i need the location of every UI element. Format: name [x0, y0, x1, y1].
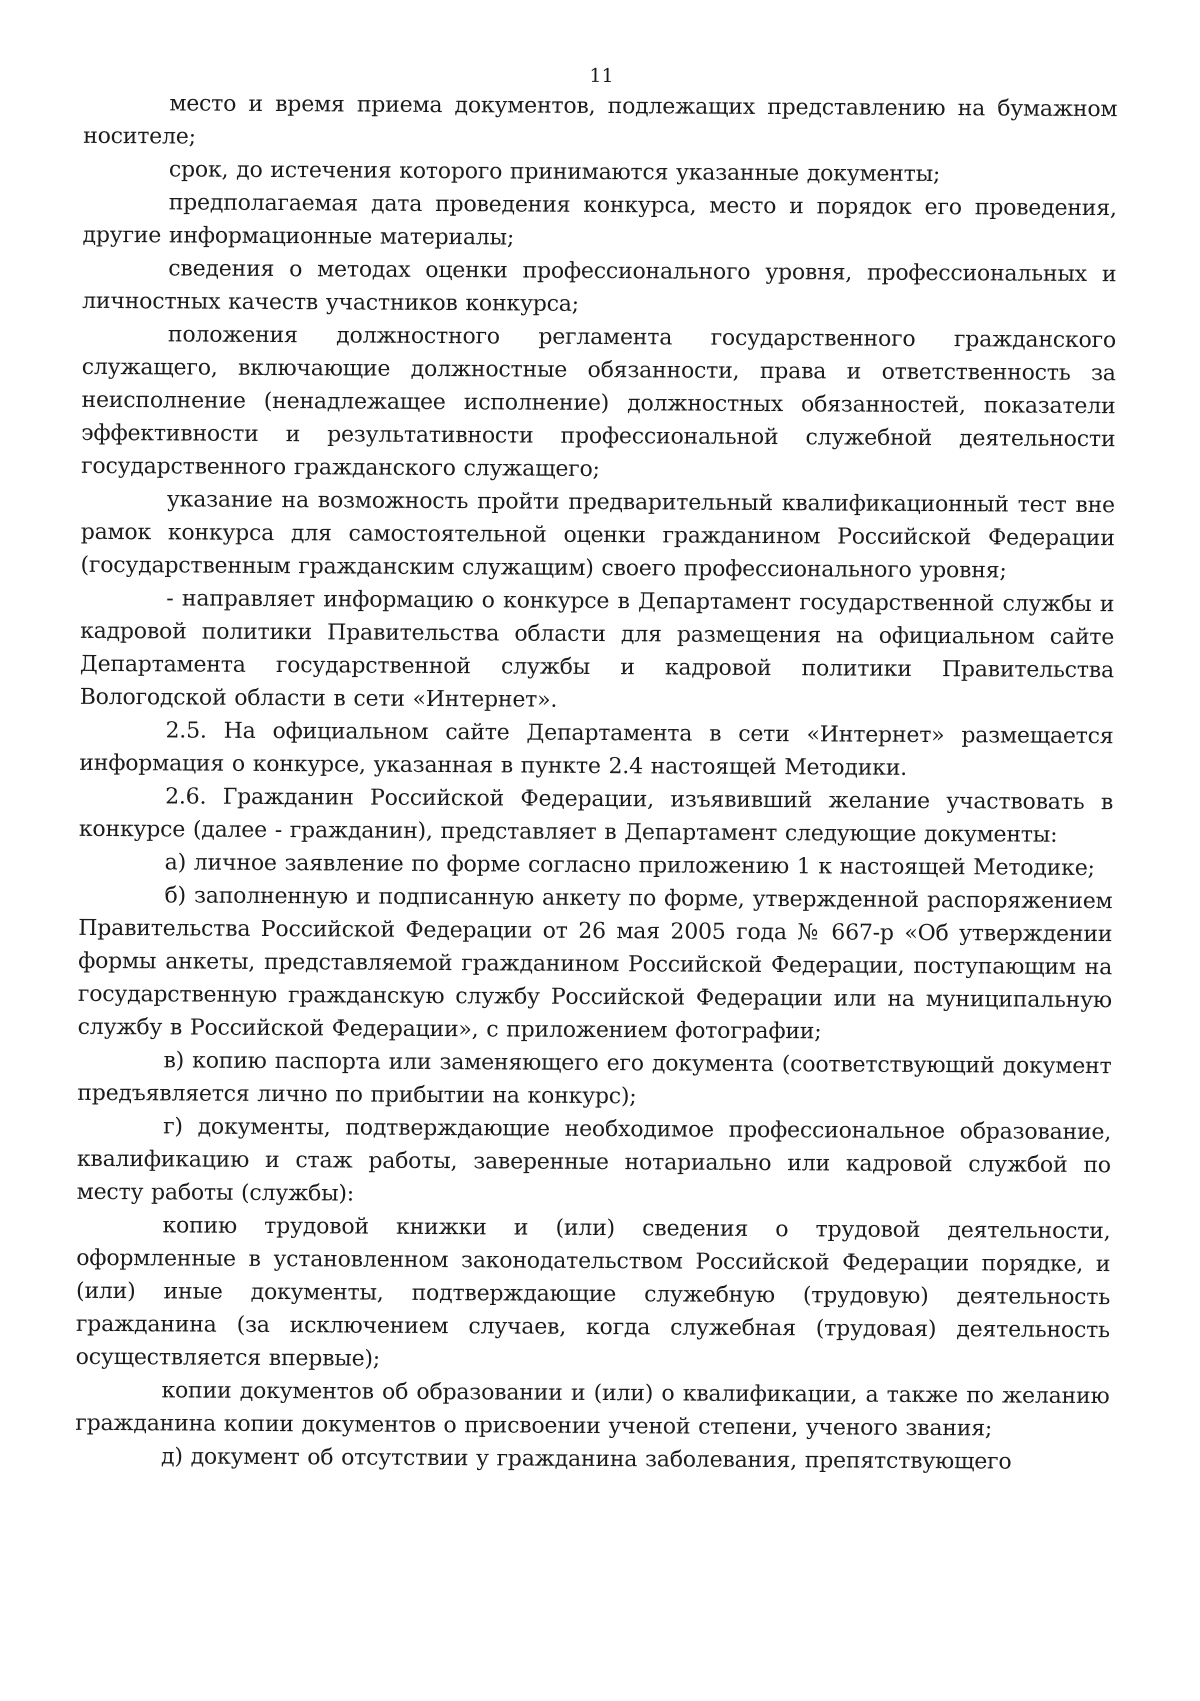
- page-number: 11: [589, 64, 614, 88]
- paragraph-clause-2-5: 2.5. На официальном сайте Департамента в сети «Интернет» размещается информация о конкурсе, указанная в пункте 2.4 настоящей Методики.: [79, 718, 1114, 781]
- paragraph-qualification-test: указание на возможность пройти предварительный квалификационный тест вне рамок конкурса для самостоятельной оценки гражданином Российской Федерации (государственным гражданским служащим) своего профессионального уровня;: [80, 487, 1115, 584]
- paragraph-clause-2-6: 2.6. Гражданин Российской Федерации, изъявивший желание участвовать в конкурсе (далее - гражданин), представляет в Департамент следующие документы:: [78, 784, 1114, 848]
- paragraph-contest-date: предполагаемая дата проведения конкурса, место и порядок его проведения, другие информационные материалы;: [82, 190, 1117, 251]
- paragraph-item-v: в) копию паспорта или заменяющего его документа (соответствующий документ предъявляется лично по прибытии на конкурс);: [77, 1048, 1112, 1110]
- paragraph-evaluation-methods: сведения о методах оценки профессионального уровня, профессиональных и личностных качеств участников конкурса;: [82, 256, 1117, 317]
- paragraph-education-documents: копии документов об образовании и (или) о квалификации, а также по желанию гражданина копии документов о присвоении ученой степени, ученого звания;: [75, 1378, 1110, 1442]
- paragraph-item-a: а) личное заявление по форме согласно приложению 1 к настоящей Методике;: [164, 850, 1095, 882]
- paragraph-document-deadline: срок, до истечения которого принимаются указанные документы;: [168, 157, 941, 188]
- paragraph-job-regulations: положения должностного регламента государственного гражданского служащего, включающие должностные обязанности, права и ответственность за неисполнение (ненадлежащее исполнение) должностных обязанностей, показатели эффективности и результативности профессиональной служебной деятельности государственного гражданского служащего;: [81, 322, 1117, 483]
- paragraph-work-book: копию трудовой книжки и (или) сведения о трудовой деятельности, оформленные в установленном законодательством Российской Федерации порядке, и (или) иные документы, подтверждающие служебную (трудовую) деятельность гражданина (за исключением случаев, когда служебная (трудовая) деятельность осуществляется впервые);: [75, 1213, 1111, 1372]
- paragraph-document-place-time: место и время приема документов, подлежащих представлению на бумажном носителе;: [83, 91, 1118, 150]
- paragraph-item-g: г) документы, подтверждающие необходимое профессиональное образование, квалификацию и стаж работы, заверенные нотариально или кадровой службой по месту работы (службы):: [76, 1114, 1112, 1207]
- paragraph-item-d: д) документ об отсутствии у гражданина заболевания, препятствующего: [161, 1444, 1012, 1475]
- paragraph-item-b: б) заполненную и подписанную анкету по форме, утвержденной распоряжением Правительства Российской Федерации от 26 мая 2005 года № 667-р «Об утверждении формы анкеты, представляемой гражданином Российской Федерации, поступающим на государственную гражданскую службу Российской Федерации или на муниципальную службу в Российской Федерации», с приложением фотографии;: [77, 883, 1113, 1045]
- paragraph-sends-information: - направляет информацию о конкурсе в Департамент государственной службы и кадровой политики Правительства области для размещения на официальном сайте Департамента государственной службы и кадровой политики Правительства Вологодской области в сети «Интернет».: [79, 586, 1115, 713]
